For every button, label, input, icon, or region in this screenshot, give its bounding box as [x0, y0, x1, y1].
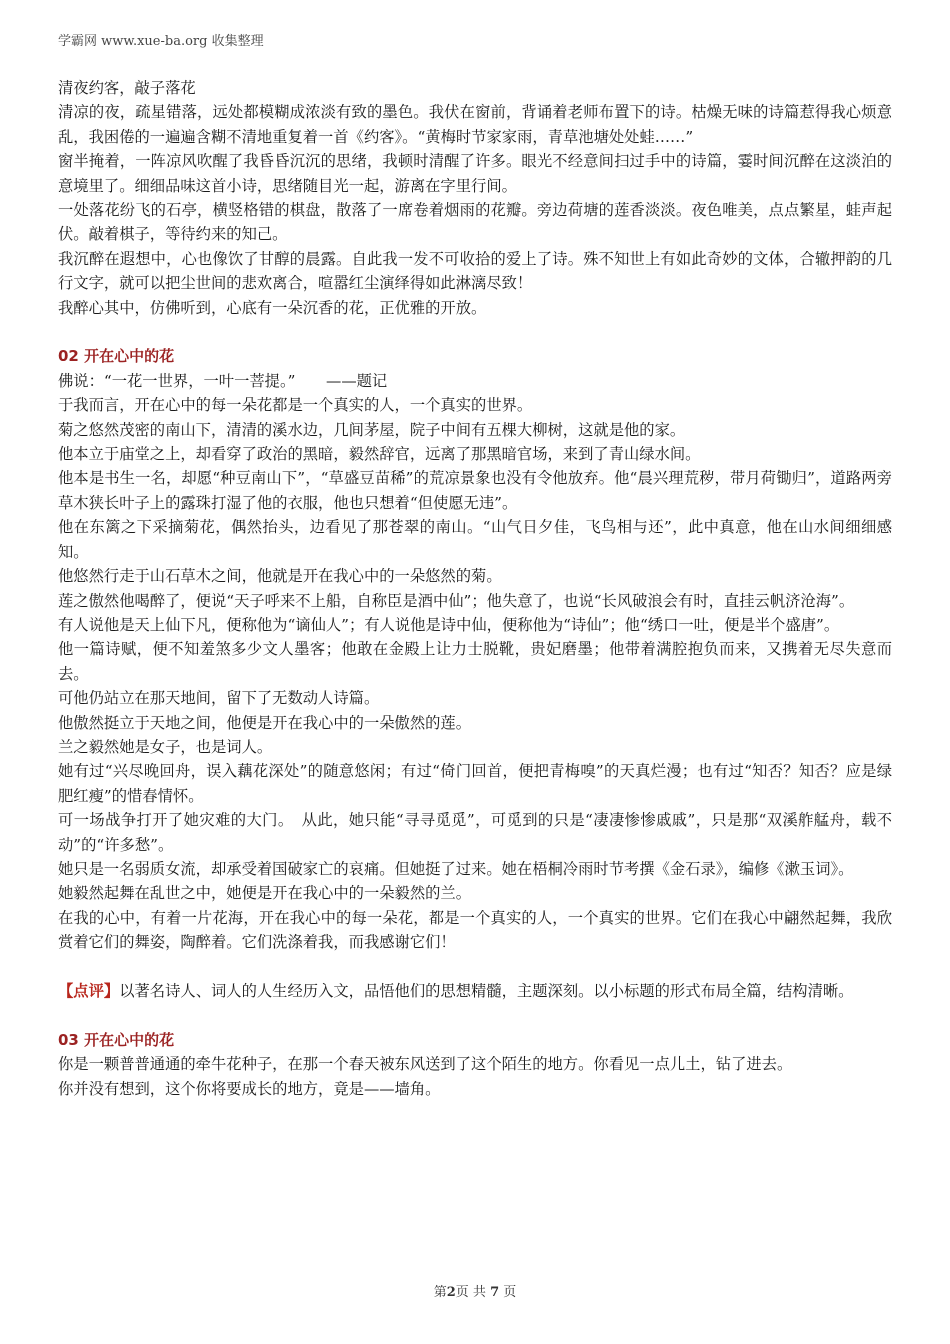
paragraph: 清夜约客，敲子落花 — [58, 79, 196, 97]
footer-post: 页 — [503, 1285, 517, 1300]
review-tag: 【点评】 — [58, 982, 120, 1000]
paragraph: 他本立于庙堂之上，却看穿了政治的黑暗，毅然辞官，远离了那黑暗官场，来到了青山绿水间。 — [58, 445, 701, 464]
review-block — [58, 979, 892, 1003]
section-title: 03 开在心中的花 — [58, 1030, 175, 1049]
paragraph: 清凉的夜，疏星错落，远处都模糊成浓淡有致的墨色。我伏在窗前，背诵着老师布置下的诗。枯燥无味的诗篇惹得我心烦意乱，我困倦的一遍遍含糊不清地重复着一首《约客》。“黄梅时节家家雨，青草池塘处处蛙……” — [58, 103, 892, 146]
paragraph: 一处落花纷飞的石亭，横竖格错的棋盘，散落了一席卷着烟雨的花瓣。旁边荷塘的莲香淡淡。夜色唯美，点点繁星，蛙声起伏。敲着棋子，等待约来的知己。 — [58, 201, 892, 244]
paragraph: 她有过“兴尽晚回舟，误入藕花深处”的随意悠闲；有过“倚门回首，便把青梅嗅”的天真烂漫；也有过“知否？知否？应是绿肥红瘦”的惜春情怀。 — [58, 762, 892, 805]
section-3 — [58, 1028, 892, 1101]
paragraph: 他悠然行走于山石草木之间，他就是开在我心中的一朵悠然的菊。 — [58, 567, 502, 586]
paragraph: 他傲然挺立于天地之间，他便是开在我心中的一朵傲然的莲。 — [58, 713, 472, 732]
document-body — [58, 76, 892, 1101]
paragraph: 我醉心其中，仿佛听到，心底有一朵沉香的花，正优雅的开放。 — [58, 298, 487, 317]
footer-page-number: 2 — [446, 1285, 456, 1300]
page-footer — [0, 1281, 950, 1300]
paragraph: 他一篇诗赋，便不知羞煞多少文人墨客；他敢在金殿上让力士脱靴，贵妃磨墨；他带着满腔抱负而来，又携着无尽失意而去。 — [58, 640, 892, 683]
paragraph: 你并没有想到，这个你将要成长的地方，竟是——墙角。 — [58, 1079, 441, 1098]
paragraph: 你是一颗普普通通的牵牛花种子，在那一个春天被东风送到了这个陌生的地方。你看见一点儿土，钻了进去。 — [58, 1055, 793, 1074]
paragraph: 菊之悠然茂密的南山下，清清的溪水边，几间茅屋，院子中间有五棵大柳树，这就是他的家。 — [58, 420, 686, 439]
paragraph: 他在东篱之下采摘菊花，偶然抬头，边看见了那苍翠的南山。“山气日夕佳，飞鸟相与还”，此中真意，他在山水间细细感知。 — [58, 518, 892, 561]
paragraph: 于我而言，开在心中的每一朵花都是一个真实的人，一个真实的世界。 — [58, 396, 533, 415]
paragraph: 在我的心中，有着一片花海，开在我心中的每一朵花，都是一个真实的人，一个真实的世界。它们在我心中翩然起舞，我欣赏着它们的舞姿，陶醉着。它们洗涤着我，而我感谢它们！ — [58, 908, 892, 952]
paragraph: 她只是一名弱质女流，却承受着国破家亡的哀痛。但她挺了过来。她在梧桐冷雨时节考撰《金石录》，编修《漱玉词》。 — [58, 859, 854, 878]
paragraph: 佛说：“一花一世界，一叶一菩提。” ——题记 — [58, 371, 388, 390]
paragraph: 我沉醉在遐想中，心也像饮了甘醇的晨露。自此我一发不可收拾的爱上了诗。殊不知世上有如此奇妙的文体，合辙押韵的几行文字，就可以把尘世间的悲欢离合，喧嚣红尘演绎得如此淋漓尽致！ — [58, 249, 892, 293]
paragraph: 窗半掩着，一阵凉风吹醒了我昏昏沉沉的思绪，我顿时清醒了许多。眼光不经意间扫过手中的诗篇，霎时间沉醉在这淡泊的意境里了。细细品味这首小诗，思绪随目光一起，游离在字里行间。 — [58, 152, 892, 195]
footer-mid: 页 共 — [455, 1285, 486, 1300]
footer-total-pages: 7 — [490, 1285, 500, 1300]
paragraph: 莲之傲然他喝醉了，便说“天子呼来不上船，自称臣是酒中仙”；他失意了，也说“长风破浪会有时，直挂云帆济沧海”。 — [58, 591, 855, 610]
section-1 — [58, 76, 892, 320]
paragraph: 兰之毅然她是女子，也是词人。 — [58, 737, 273, 756]
paragraph: 可他仍站立在那天地间，留下了无数动人诗篇。 — [58, 689, 380, 708]
paragraph: 他本是书生一名，却愿“种豆南山下”，“草盛豆苗稀”的荒凉景象也没有令他放弃。他“晨兴理荒秽，带月荷锄归”，道路两旁草木狭长叶子上的露珠打湿了他的衣服，他也只想着“但使愿无违”。 — [58, 469, 892, 512]
review-text: 以著名诗人、词人的人生经历入文，品悟他们的思想精髓，主题深刻。以小标题的形式布局全篇，结构清晰。 — [119, 982, 854, 1000]
footer-pre: 第 — [433, 1285, 447, 1300]
section-title: 02 开在心中的花 — [58, 347, 175, 366]
page-header: 学霸网 www.xue-ba.org 收集整理 — [58, 34, 264, 49]
section-2 — [58, 344, 892, 954]
paragraph: 她毅然起舞在乱世之中，她便是开在我心中的一朵毅然的兰。 — [58, 884, 472, 903]
paragraph: 有人说他是天上仙下凡，便称他为“谪仙人”；有人说他是诗中仙，便称他为“诗仙”；他“绣口一吐，便是半个盛唐”。 — [58, 615, 840, 634]
paragraph: 可一场战争打开了她灾难的大门。 从此，她只能“寻寻觅觅”，可觅到的只是“凄凄惨惨戚戚”，只是那“双溪舴艋舟，载不动”的“许多愁”。 — [58, 811, 892, 854]
